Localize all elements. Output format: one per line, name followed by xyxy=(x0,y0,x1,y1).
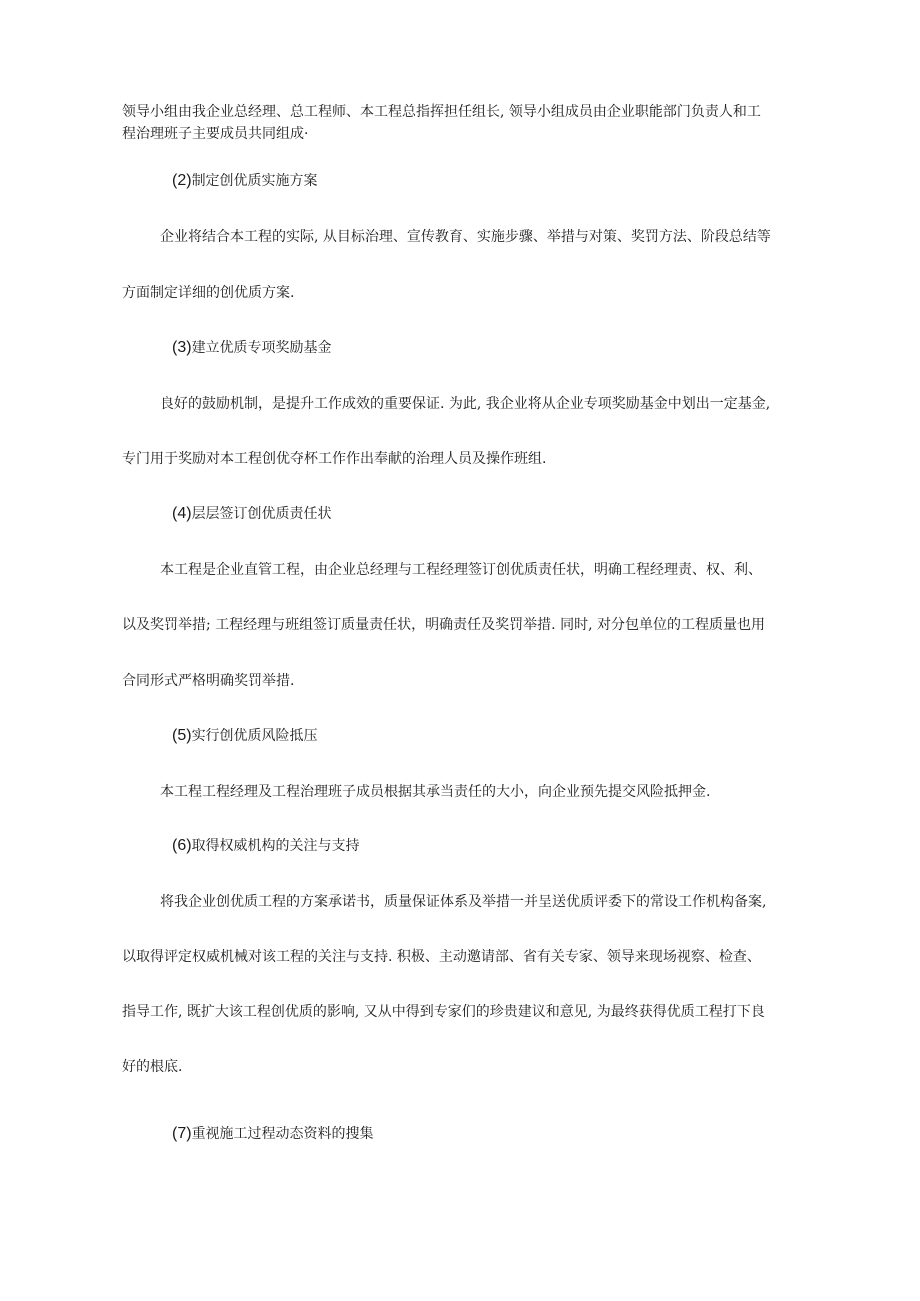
paragraph-line: 方面制定详细的创优质方案. xyxy=(122,285,295,301)
paragraph-line: 以取得评定权威机械对该工程的关注与支持. 积极、主动邀请部、省有关专家、领导来现场视察、检查、 xyxy=(122,949,761,965)
paragraph-line: 将我企业创优质工程的方案承诺书，质量保证体系及举措一并呈送优质评委下的常设工作机构备案, xyxy=(160,894,767,910)
section-number: (4) xyxy=(172,505,192,522)
section-title: 实行创优质风险抵压 xyxy=(191,728,318,744)
section-heading xyxy=(172,726,318,746)
section-title: 层层签订创优质责任状 xyxy=(191,506,332,522)
intro-line-1: 领导小组由我企业总经理、总工程师、本工程总指挥担任组长, 领导小组成员由企业职能部门负责人和工 xyxy=(122,104,761,120)
section-title: 建立优质专项奖励基金 xyxy=(191,340,332,356)
section-heading xyxy=(172,171,318,191)
section-title: 重视施工过程动态资料的搜集 xyxy=(191,1126,374,1142)
paragraph-line: 合同形式严格明确奖罚举措. xyxy=(122,673,295,689)
paragraph-line: 良好的鼓励机制，是提升工作成效的重要保证. 为此, 我企业将从企业专项奖励基金中划出一定基金, xyxy=(160,396,771,412)
paragraph-line: 好的根底. xyxy=(122,1059,183,1075)
section-number: (3) xyxy=(172,339,192,356)
section-title: 制定创优质实施方案 xyxy=(191,173,318,189)
paragraph-line: 指导工作, 既扩大该工程创优质的影响, 又从中得到专家们的珍贵建议和意见, 为最终获得优质工程打下良 xyxy=(122,1004,765,1020)
section-heading xyxy=(172,1124,374,1144)
section-heading xyxy=(172,504,332,524)
section-title: 取得权威机构的关注与支持 xyxy=(191,838,360,854)
paragraph-line: 本工程是企业直管工程，由企业总经理与工程经理签订创优质责任状，明确工程经理责、权、利、 xyxy=(160,562,762,578)
section-number: (2) xyxy=(172,172,192,189)
section-number: (6) xyxy=(172,837,192,854)
paragraph-line: 以及奖罚举措; 工程经理与班组签订质量责任状，明确责任及奖罚举措. 同时, 对分包单位的工程质量也用 xyxy=(122,617,765,633)
intro-line-2: 程治理班子主要成员共同组成· xyxy=(122,126,309,142)
paragraph-line: 专门用于奖励对本工程创优夺杯工作作出奉献的治理人员及操作班组. xyxy=(122,451,547,467)
section-heading xyxy=(172,338,332,358)
section-number: (7) xyxy=(172,1125,192,1142)
section-number: (5) xyxy=(172,727,192,744)
paragraph-line: 企业将结合本工程的实际, 从目标治理、宣传教育、实施步骤、举措与对策、奖罚方法、阶段总结等 xyxy=(160,229,771,245)
paragraph-line: 本工程工程经理及工程治理班子成员根据其承当责任的大小，向企业预先提交风险抵押金. xyxy=(160,784,711,800)
section-heading xyxy=(172,836,360,856)
